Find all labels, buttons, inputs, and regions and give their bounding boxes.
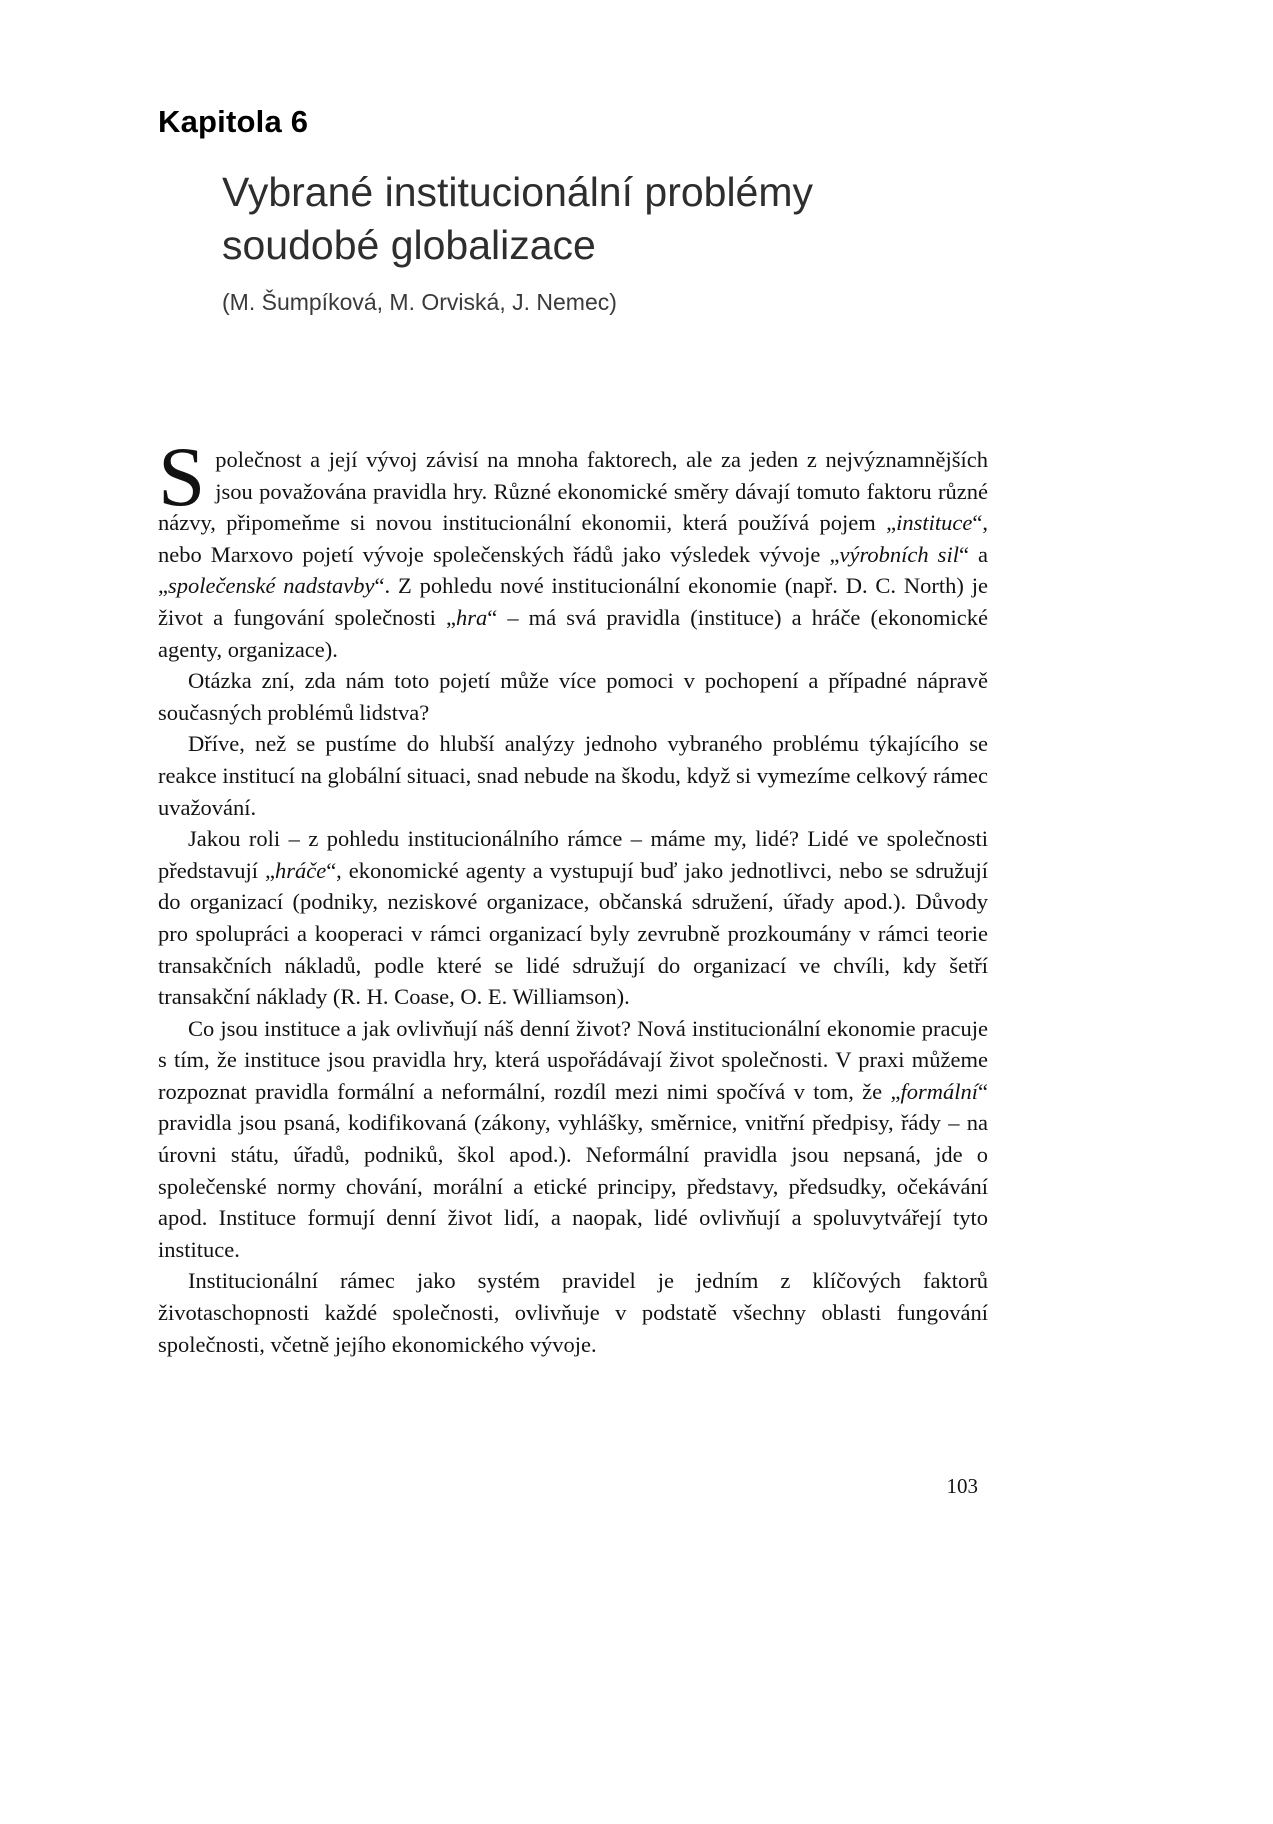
paragraph: [158, 1013, 988, 1266]
chapter-title-line2: soudobé globalizace: [222, 222, 596, 268]
text-run: “, nebo Marxovo pojetí vývoje společenských řádů jako výsledek vývoje „: [158, 510, 988, 567]
text-run: Co jsou instituce a jak ovlivňují náš denní život? Nová institucionální ekonomie pracuje s tím, že instituce jsou pravidla hry, která uspořádávají život společnosti. V praxi můžeme rozpoznat pravidla formální a neformální, rozdíl mezi nimi spočívá v tom, že „: [158, 1015, 988, 1104]
text-run: Otázka zní, zda nám toto pojetí může více pomoci v pochopení a případné nápravě současných problémů lidstva?: [158, 668, 988, 725]
chapter-title: [222, 166, 988, 272]
paragraph: [158, 823, 988, 1013]
italic-run: společenské nadstavby: [168, 573, 375, 599]
drop-cap: S: [158, 430, 206, 524]
text-run: “. Z pohledu nové institucionální ekonomie (např. D. C. North) je život a fungování společnosti „: [158, 573, 988, 630]
text-run: Dříve, než se pustíme do hlubší analýzy jednoho vybraného problému týkajícího se reakce institucí na globální situaci, snad nebude na škodu, když si vymezíme celkový rámec uvažování.: [158, 731, 988, 820]
text-run: “ pravidla jsou psaná, kodifikovaná (zákony, vyhlášky, směrnice, vnitřní předpisy, řády – na úrovni státu, úřadů, podniků, škol apod.). Neformální pravidla jsou nepsaná, jde o společenské normy chování, morální a etické principy, představy, předsudky, očekávání apod. Instituce formují denní život lidí, a naopak, lidé ovlivňují a spoluvytvářejí tyto instituce.: [158, 1078, 988, 1262]
page-number: 103: [946, 1474, 978, 1498]
italic-run: hra: [455, 604, 488, 630]
italic-run: formální: [900, 1078, 978, 1104]
text-run: polečnost a její vývoj závisí na mnoha faktorech, ale za jeden z nejvýznamnějších jsou považována pravidla hry. Různé ekonomické směry dávají tomuto faktoru různé názvy, připomeňme si novou institucionální ekonomii, která používá pojem „: [158, 447, 988, 536]
chapter-label: Kapitola 6: [158, 104, 309, 139]
text-run: “, ekonomické agenty a vystupují buď jako jednotlivci, nebo se sdružují do organizací (podniky, neziskové organizace, občanská sdružení, úřady apod.). Důvody pro spolupráci a kooperaci v rámci organizací byly zevrubně prozkoumány v rámci teorie transakčních nákladů, podle které se lidé sdružují do organizací ve chvíli, kdy šetří transakční náklady (R. H. Coase, O. E. Williamson).: [158, 857, 988, 1010]
paragraph: [158, 430, 988, 665]
paragraph: [158, 1265, 988, 1360]
text-run: Jakou roli – z pohledu institucionálního rámce – máme my, lidé? Lidé ve společnosti představují „: [158, 826, 988, 883]
italic-run: instituce: [896, 510, 973, 536]
text-run: Institucionální rámec jako systém pravidel je jedním z klíčových faktorů životaschopnosti každé společnosti, ovlivňuje v podstatě všechny oblasti fungování společnosti, včetně jejího ekonomického vývoje.: [158, 1268, 988, 1357]
italic-run: výrobních sil: [839, 541, 959, 567]
italic-run: hráče: [274, 857, 327, 883]
body-text: [158, 430, 988, 1360]
chapter-authors: (M. Šumpíková, M. Orviská, J. Nemec): [222, 289, 617, 315]
chapter-title-line1: Vybrané institucionální problémy: [222, 169, 814, 215]
text-run: “ – má svá pravidla (instituce) a hráče (ekonomické agenty, organizace).: [158, 604, 988, 662]
book-page-content: [158, 0, 988, 1360]
paragraph: [158, 665, 988, 728]
paragraph: [158, 728, 988, 823]
text-run: “ a „: [158, 541, 988, 599]
